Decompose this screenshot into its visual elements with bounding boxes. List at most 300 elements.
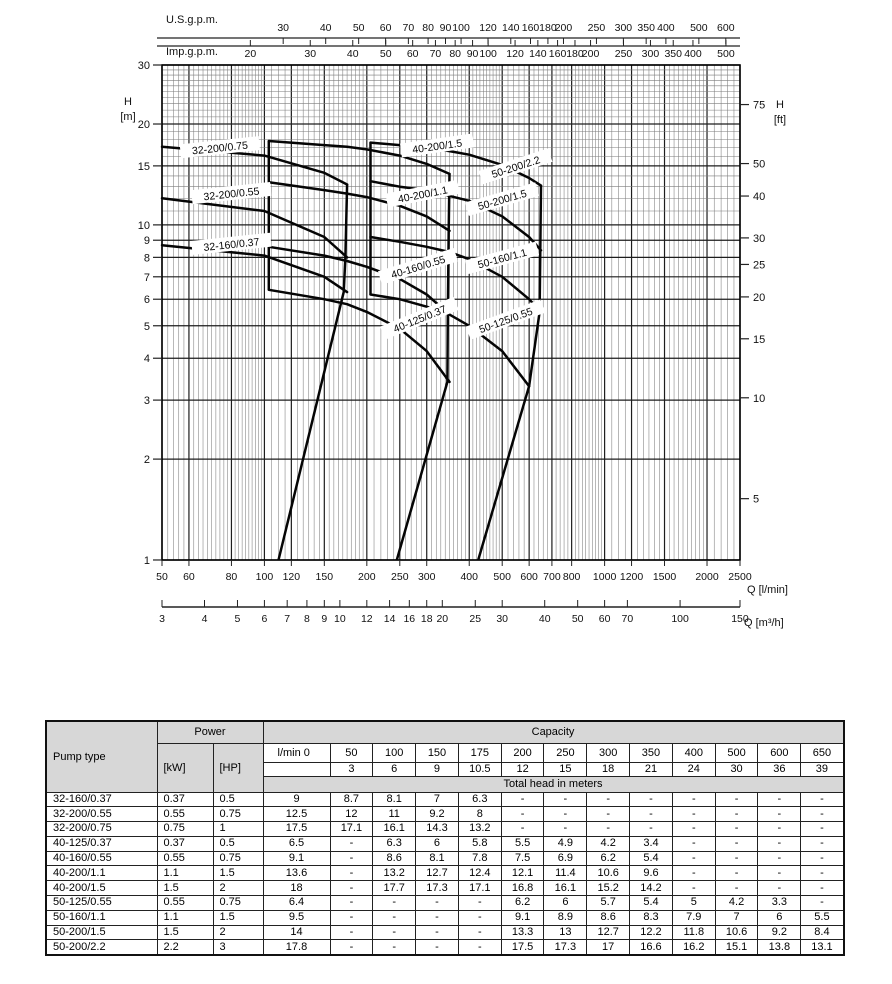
head-value-cell: 8.1 [373,792,416,807]
head-value-cell: 16.1 [373,822,416,837]
m-unit: [m] [120,111,136,123]
head-m-tick-label: 1 [143,554,150,567]
imp-gpm-axis-label: Imp.g.p.m. [166,46,218,58]
us-gpm-axis-label: U.S.g.p.m. [166,14,218,26]
curve-label-text: 32-200/0.55 [202,185,260,204]
head-value-cell: - [630,822,673,837]
head-value-cell: - [501,807,544,822]
curve-label-40-160/0.55 [378,248,458,285]
imp-gpm-tick-label: 400 [684,48,702,60]
head-value-cell: 17.5 [501,940,544,955]
head-value-cell: - [758,836,801,851]
capacity-lmin-header: 175 [458,743,501,762]
q-m3h-tick-label: 40 [538,613,551,625]
imp-gpm-tick-label: 20 [244,48,257,60]
head-value-cell: 6.2 [587,851,630,866]
capacity-lmin-header: 50 [330,743,373,762]
head-value-cell: 7 [715,910,758,925]
kw-header: [kW] [157,743,213,792]
head-value-cell: 3.4 [630,836,673,851]
head-value-cell: - [416,940,459,955]
head-value-cell: - [330,851,373,866]
curve-label-text: 50-125/0.55 [477,305,535,337]
imp-gpm-tick-label: 90 [466,48,479,60]
head-value-cell: - [373,940,416,955]
q-m3h-tick-label: 14 [383,613,396,625]
head-value-cell: 12.2 [630,925,673,940]
pump-type-cell: 40-200/1.1 [46,866,157,881]
power-hp-cell: 2 [213,925,263,940]
q-m3h-tick-label: 8 [303,613,310,625]
head-value-cell: 9.1 [501,910,544,925]
imp-gpm-tick-label: 350 [664,48,682,60]
q-m3h-axis-label: Q [m³/h] [744,617,784,629]
capacity-m3h-header: 6 [373,762,416,776]
q-m3h-tick-label: 25 [469,613,482,625]
head-value-cell: 17 [587,940,630,955]
head-value-cell: - [758,792,801,807]
ft-unit: [ft] [773,114,787,126]
pump-row-50-200/2.2 [46,940,844,955]
curve-label-text: 50-160/1.1 [476,246,529,272]
head-value-cell: - [458,940,501,955]
envelope-boundary-family-40-right [397,174,450,560]
head-value-cell: - [587,807,630,822]
q-m3h-tick-label: 150 [731,613,749,625]
power-hp-cell: 1.5 [213,866,263,881]
head-value-cell: 14.2 [630,881,673,896]
head-value-cell: 5.8 [458,836,501,851]
imp-gpm-tick-label: 40 [346,48,359,60]
head-value-cell: - [587,792,630,807]
head-value-cell: 17.5 [263,822,330,837]
head-value-cell: 9.2 [758,925,801,940]
head-value-cell: 3.3 [758,896,801,911]
us-gpm-tick-label: 70 [402,22,415,34]
us-gpm-tick-label: 200 [554,22,573,34]
head-value-cell: 6.3 [373,836,416,851]
head-value-cell: - [416,925,459,940]
capacity-lmin-header: 100 [373,743,416,762]
head-value-cell: - [801,836,844,851]
head-value-cell: - [544,792,587,807]
head-m-tick-label: 15 [137,160,150,173]
pump-row-40-125/0.37 [46,836,844,851]
head-value-cell: 7.5 [501,851,544,866]
q-m3h-tick-label: 7 [284,613,291,625]
head-value-cell: - [672,881,715,896]
head-value-cell: 13.1 [801,940,844,955]
total-head-header: Total head in meters [263,776,844,792]
head-value-cell: 8 [458,807,501,822]
head-value-cell: - [715,851,758,866]
q-m3h-tick-label: 50 [571,613,584,625]
head-value-cell: - [330,866,373,881]
head-value-cell: - [715,807,758,822]
q-lmin-tick-label: 50 [156,571,168,583]
head-value-cell: 7 [416,792,459,807]
head-value-cell: 5.5 [501,836,544,851]
q-m3h-tick-label: 70 [621,613,634,625]
q-lmin-tick-label: 1000 [592,571,617,583]
head-ft-tick-label: 25 [753,259,766,272]
head-value-cell: - [587,822,630,837]
q-m3h-tick-label: 16 [403,613,416,625]
head-value-cell: 12.4 [458,866,501,881]
q-m3h-tick-label: 20 [436,613,449,625]
head-value-cell: 12.7 [587,925,630,940]
head-value-cell: - [801,866,844,881]
curve-label-text: 50-200/2.2 [490,154,542,182]
head-value-cell: 14.3 [416,822,459,837]
head-value-cell: - [330,925,373,940]
head-value-cell: - [330,896,373,911]
head-value-cell: 17.8 [263,940,330,955]
imp-gpm-tick-label: 140 [529,48,547,60]
head-value-cell: 5 [672,896,715,911]
head-value-cell: 11.4 [544,866,587,881]
us-gpm-tick-label: 120 [479,22,497,34]
head-ft-tick-label: 30 [753,232,766,245]
curve-label-text: 40-200/1.1 [397,184,449,206]
capacity-m3h-header: 15 [544,762,587,776]
q-m3h-tick-label: 10 [334,613,346,625]
imp-gpm-tick-label: 100 [479,48,497,60]
q-m3h-tick-label: 6 [261,613,268,625]
head-value-cell: - [330,881,373,896]
head-value-cell: 8.1 [416,851,459,866]
head-value-cell: 11.8 [672,925,715,940]
q-m3h-tick-label: 3 [159,613,165,625]
head-value-cell: - [458,925,501,940]
head-m-tick-label: 6 [143,294,150,307]
imp-gpm-tick-label: 80 [449,48,462,60]
head-value-cell: 6 [544,896,587,911]
capacity-lmin-header: 250 [544,743,587,762]
head-value-cell: 6.4 [263,896,330,911]
q-lmin-tick-label: 700 [543,571,561,583]
head-value-cell: 5.7 [587,896,630,911]
q-lmin-tick-label: 300 [417,571,436,583]
capacity-m3h-header: 3 [330,762,373,776]
us-gpm-tick-label: 140 [502,22,520,34]
head-value-cell: 10.6 [587,866,630,881]
head-value-cell: 11 [373,807,416,822]
head-ft-tick-label: 75 [753,99,766,112]
q-m3h-tick-label: 18 [420,613,433,625]
head-value-cell: 16.6 [630,940,673,955]
head-value-cell: - [715,881,758,896]
head-ft-tick-label: 40 [753,191,766,204]
power-hp-cell: 0.75 [213,851,263,866]
q-m3h-tick-label: 60 [598,613,611,625]
head-m-tick-label: 20 [137,119,150,132]
head-value-cell: - [672,851,715,866]
head-value-cell: - [758,822,801,837]
q-m3h-tick-label: 12 [360,613,373,625]
head-value-cell: - [715,792,758,807]
q-m3h-tick-label: 30 [496,613,509,625]
head-value-cell: 18 [263,881,330,896]
head-value-cell: - [672,792,715,807]
head-value-cell: 10.6 [715,925,758,940]
q-lmin-tick-label: 200 [358,571,376,583]
imp-gpm-tick-label: 60 [406,48,419,60]
head-value-cell: 17.7 [373,881,416,896]
head-m-tick-label: 30 [137,60,150,72]
us-gpm-tick-label: 40 [319,22,332,34]
head-value-cell: - [630,807,673,822]
q-m3h-tick-label: 4 [201,613,208,625]
head-value-cell: 9.5 [263,910,330,925]
head-ft-tick-label: 50 [753,158,766,171]
curve-label-text: 40-200/1.5 [411,137,464,157]
head-value-cell: - [801,822,844,837]
power-kw-cell: 1.5 [157,881,213,896]
pump-row-32-200/0.55 [46,807,844,822]
head-value-cell: 17.1 [330,822,373,837]
us-gpm-tick-label: 160 [521,22,540,34]
head-value-cell: - [416,910,459,925]
head-value-cell: 5.5 [801,910,844,925]
head-value-cell: - [458,910,501,925]
q-lmin-tick-label: 60 [183,571,195,583]
us-gpm-tick-label: 90 [439,22,452,34]
q-lmin-tick-label: 1500 [652,571,677,583]
head-value-cell: 17.3 [416,881,459,896]
head-value-cell: - [672,836,715,851]
head-value-cell: 13.2 [458,822,501,837]
pump-row-32-160/0.37 [46,792,844,807]
us-gpm-tick-label: 350 [637,22,655,34]
imp-gpm-tick-label: 120 [506,48,524,60]
head-value-cell: 15.2 [587,881,630,896]
head-value-cell: 16.8 [501,881,544,896]
head-value-cell: 15.1 [715,940,758,955]
head-value-cell: - [801,896,844,911]
head-value-cell: 6 [758,910,801,925]
power-kw-cell: 0.55 [157,896,213,911]
capacity-m3h-header: 36 [758,762,801,776]
head-value-cell: - [330,910,373,925]
power-kw-cell: 0.75 [157,822,213,837]
power-hp-cell: 1 [213,822,263,837]
pump-row-50-125/0.55 [46,896,844,911]
head-value-cell: 5.4 [630,851,673,866]
imp-gpm-tick-label: 30 [304,48,317,60]
h-symbol-left: H [124,96,132,108]
pump-type-cell: 32-160/0.37 [46,792,157,807]
us-gpm-tick-label: 60 [379,22,392,34]
capacity-m3h-header: 10.5 [458,762,501,776]
head-value-cell: 12.1 [501,866,544,881]
head-value-cell: - [672,807,715,822]
q-lmin-tick-label: 2000 [695,571,719,583]
head-m-tick-label: 8 [143,252,150,265]
head-value-cell: 8.7 [330,792,373,807]
pump-row-50-200/1.5 [46,925,844,940]
us-gpm-tick-label: 30 [277,22,290,34]
head-value-cell: 12.5 [263,807,330,822]
head-value-cell: - [330,940,373,955]
us-gpm-tick-label: 600 [717,22,735,34]
q-m3h-tick-label: 9 [321,613,328,625]
power-kw-cell: 1.1 [157,866,213,881]
head-value-cell: - [801,851,844,866]
head-value-cell: 13.2 [373,866,416,881]
head-value-cell: 8.4 [801,925,844,940]
pump-type-cell: 32-200/0.75 [46,822,157,837]
head-value-cell: - [758,807,801,822]
pump-type-header: Pump type [46,721,157,792]
imp-gpm-tick-label: 50 [379,48,392,60]
head-value-cell: - [758,881,801,896]
capacity-m3h-header: 21 [630,762,673,776]
power-kw-cell: 0.55 [157,807,213,822]
us-gpm-tick-label: 100 [452,22,470,34]
pump-type-cell: 50-200/2.2 [46,940,157,955]
q-m3h-tick-label: 5 [234,613,241,625]
capacity-m3h-header: 39 [801,762,844,776]
capacity-m3h-header: 24 [672,762,715,776]
capacity-m3h-header: 9 [416,762,459,776]
head-value-cell: - [801,881,844,896]
q-m3h-tick-label: 100 [671,613,689,625]
head-ft-tick-label: 15 [753,333,766,346]
head-ft-tick-label: 10 [753,392,766,405]
us-gpm-tick-label: 400 [657,22,675,34]
imp-gpm-tick-label: 180 [566,48,584,60]
power-header: Power [157,721,263,743]
capacity-lmin-header: 650 [801,743,844,762]
q-lmin-tick-label: 1200 [619,571,644,583]
head-value-cell: 16.1 [544,881,587,896]
head-value-cell: 4.9 [544,836,587,851]
curve-label-text: 50-200/1.5 [476,187,529,214]
us-gpm-tick-label: 500 [690,22,708,34]
head-value-cell: 7.9 [672,910,715,925]
head-value-cell: - [715,866,758,881]
head-meters-axis-label [108,95,148,125]
power-kw-cell: 0.37 [157,792,213,807]
imp-gpm-tick-label: 200 [581,48,600,60]
q-lmin-tick-label: 250 [391,571,409,583]
head-value-cell: 6 [416,836,459,851]
power-kw-cell: 1.5 [157,925,213,940]
head-value-cell: - [501,792,544,807]
head-value-cell: 17.1 [458,881,501,896]
head-value-cell: 17.3 [544,940,587,955]
capacity-lmin-0-header: l/min 0 [263,743,330,762]
head-m-tick-label: 9 [143,235,150,248]
head-value-cell: 5.4 [630,896,673,911]
imp-gpm-tick-label: 500 [717,48,735,60]
envelope-boundary-family-50-right [478,186,541,560]
imp-gpm-tick-label: 250 [614,48,633,60]
head-value-cell: - [501,822,544,837]
head-value-cell: - [672,866,715,881]
head-value-cell: - [373,910,416,925]
head-value-cell: 7.8 [458,851,501,866]
power-hp-cell: 0.75 [213,807,263,822]
head-m-tick-label: 7 [143,271,150,284]
capacity-header: Capacity [263,721,844,743]
capacity-lmin-header: 300 [587,743,630,762]
capacity-m3h-blank [263,762,330,776]
capacity-lmin-header: 400 [672,743,715,762]
capacity-lmin-header: 150 [416,743,459,762]
q-lmin-tick-label: 800 [562,571,581,583]
capacity-lmin-header: 350 [630,743,673,762]
power-kw-cell: 1.1 [157,910,213,925]
power-kw-cell: 0.37 [157,836,213,851]
capacity-m3h-header: 18 [587,762,630,776]
q-lmin-axis-label: Q [l/min] [747,584,788,596]
power-hp-cell: 3 [213,940,263,955]
power-hp-cell: 0.75 [213,896,263,911]
pump-row-50-160/1.1 [46,910,844,925]
q-lmin-tick-label: 400 [460,571,478,583]
imp-gpm-tick-label: 160 [548,48,567,60]
head-m-tick-label: 10 [137,219,150,232]
head-value-cell: 9.6 [630,866,673,881]
head-value-cell: 13.8 [758,940,801,955]
head-value-cell: 9 [263,792,330,807]
head-value-cell: 6.9 [544,851,587,866]
power-kw-cell: 2.2 [157,940,213,955]
q-lmin-tick-label: 120 [282,571,301,583]
head-value-cell: 16.2 [672,940,715,955]
us-gpm-tick-label: 180 [539,22,557,34]
curve-label-50-125/0.55 [466,299,545,340]
curve-label-text: 32-200/0.75 [191,139,249,158]
head-value-cell: 13.3 [501,925,544,940]
capacity-m3h-header: 12 [501,762,544,776]
pump-capacity-table-wrap [45,720,845,956]
pump-type-cell: 32-200/0.55 [46,807,157,822]
head-value-cell: 12 [330,807,373,822]
power-hp-cell: 2 [213,881,263,896]
head-value-cell: - [715,822,758,837]
pump-type-cell: 40-160/0.55 [46,851,157,866]
head-value-cell: 6.2 [501,896,544,911]
h-symbol-right: H [776,99,784,111]
head-value-cell: 4.2 [587,836,630,851]
power-kw-cell: 0.55 [157,851,213,866]
pump-type-cell: 50-125/0.55 [46,896,157,911]
head-value-cell: - [801,807,844,822]
pump-row-40-200/1.1 [46,866,844,881]
pump-row-40-200/1.5 [46,881,844,896]
head-value-cell: 12.7 [416,866,459,881]
us-gpm-tick-label: 250 [587,22,606,34]
q-lmin-tick-label: 600 [520,571,538,583]
power-hp-cell: 0.5 [213,836,263,851]
pump-type-cell: 50-200/1.5 [46,925,157,940]
head-value-cell: - [544,807,587,822]
head-value-cell: - [458,896,501,911]
pump-type-cell: 50-160/1.1 [46,910,157,925]
head-m-tick-label: 3 [143,395,150,408]
head-value-cell: - [416,896,459,911]
q-lmin-tick-label: 150 [315,571,334,583]
capacity-lmin-header: 200 [501,743,544,762]
pump-type-cell: 40-125/0.37 [46,836,157,851]
head-value-cell: - [330,836,373,851]
q-lmin-tick-label: 100 [255,571,274,583]
head-ft-tick-label: 20 [753,291,766,304]
head-value-cell: 4.2 [715,896,758,911]
